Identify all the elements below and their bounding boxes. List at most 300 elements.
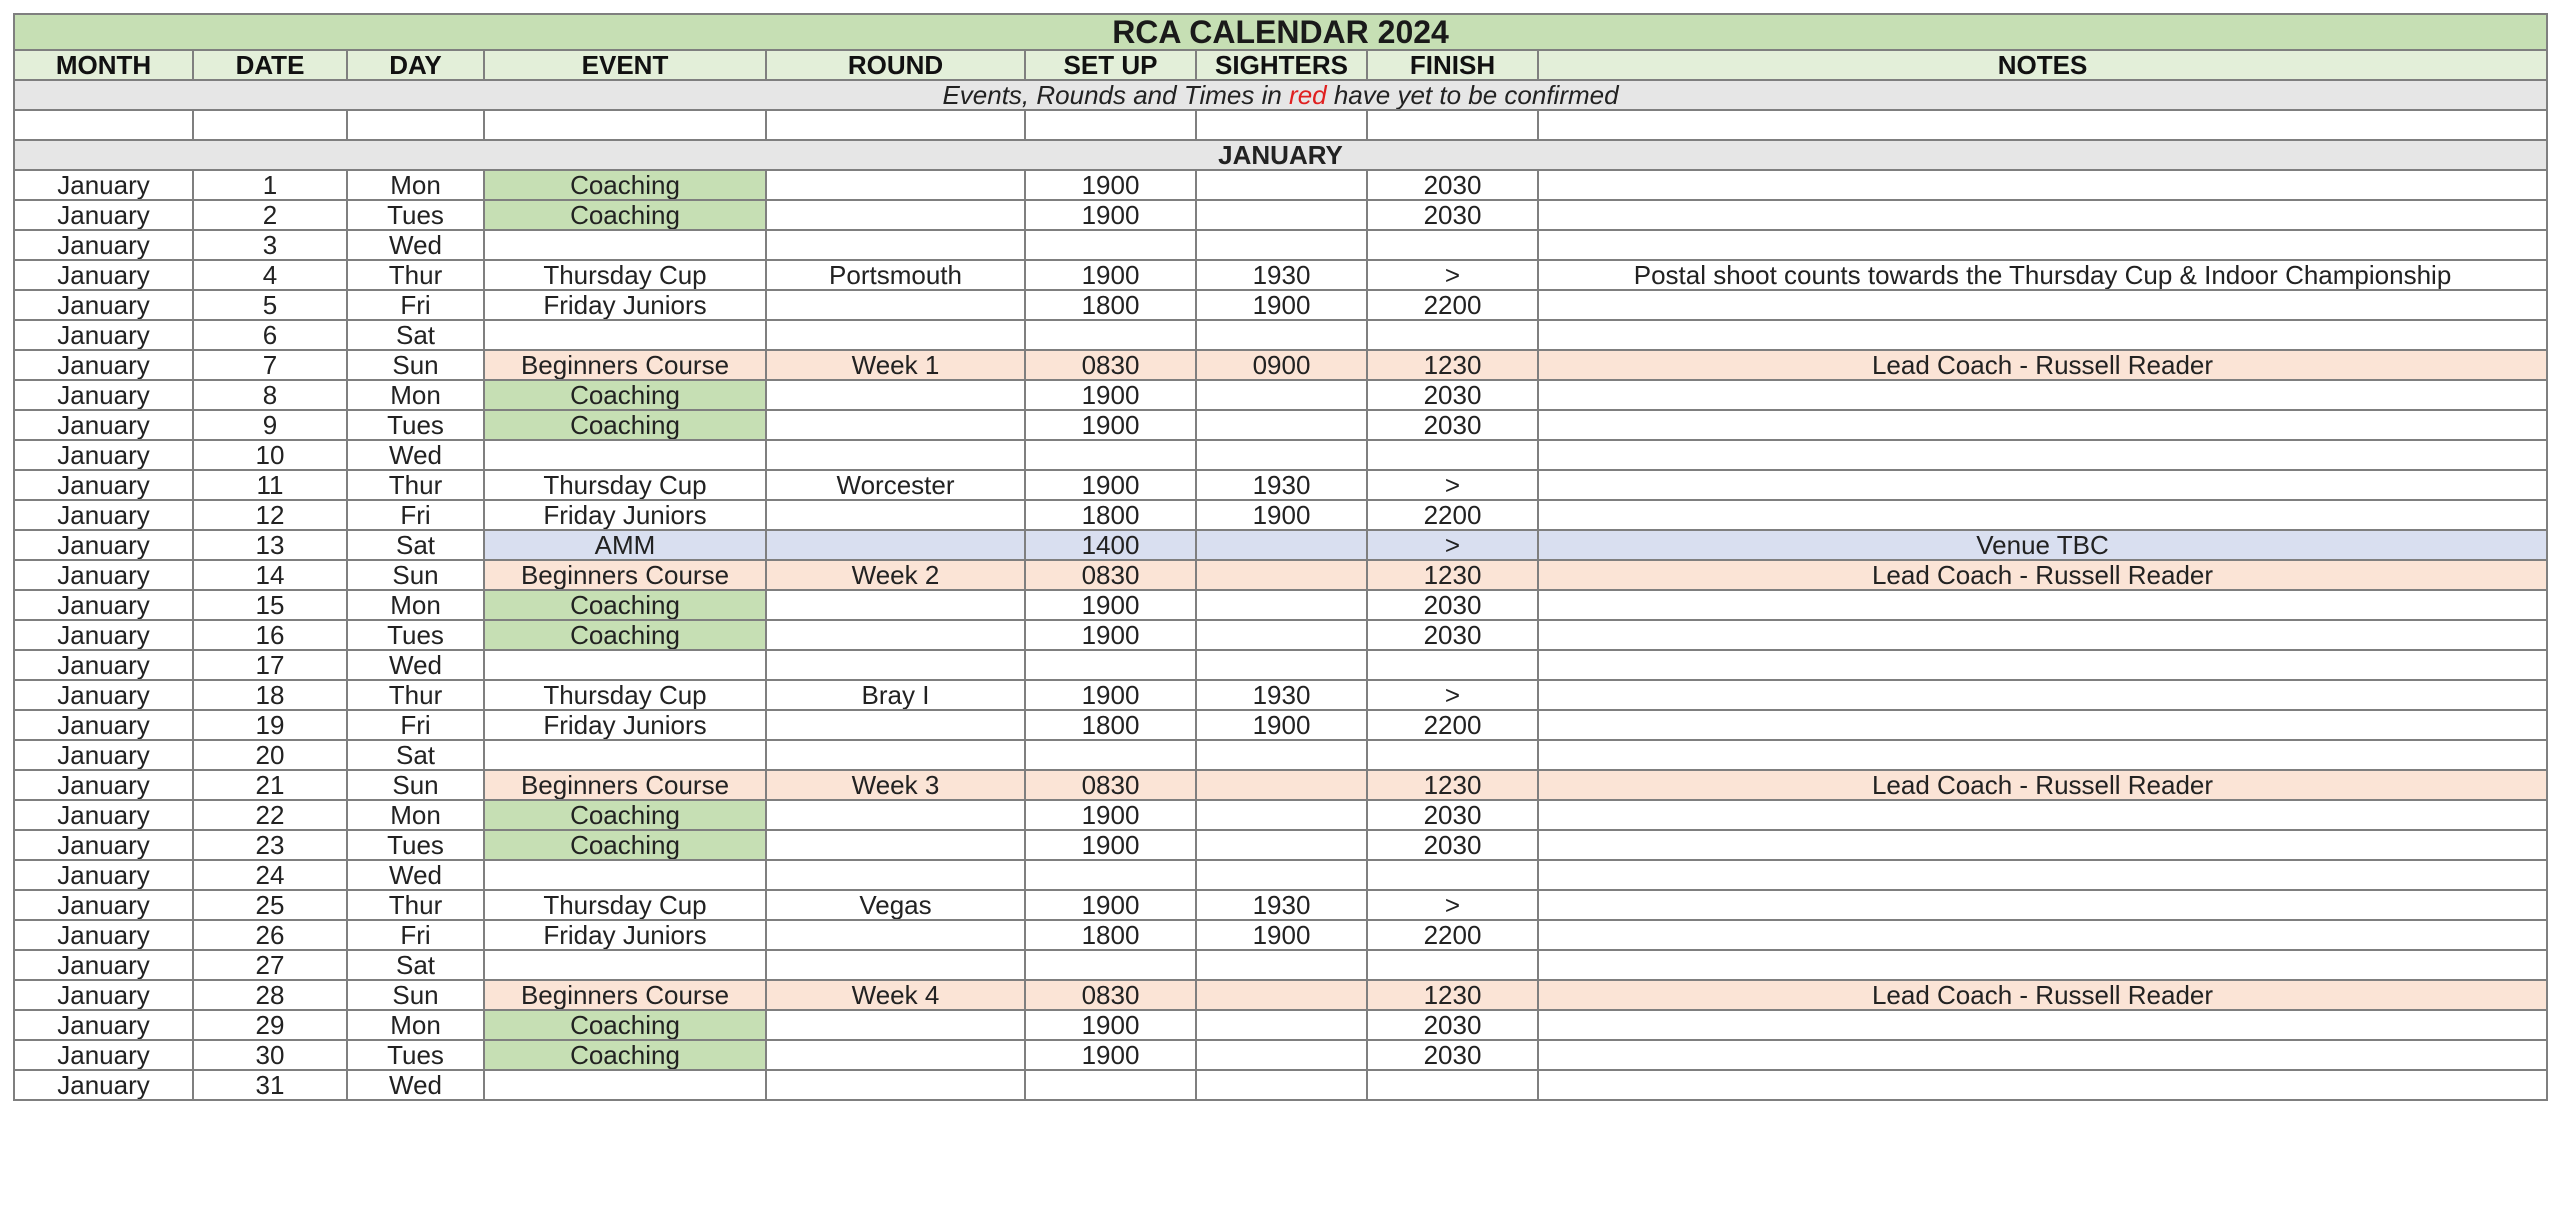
cell-finish[interactable]: 2030 [1367, 830, 1538, 860]
column-header-event[interactable]: EVENT [484, 50, 766, 80]
cell-event[interactable]: Coaching [484, 1010, 766, 1040]
cell-round[interactable]: Week 1 [766, 350, 1025, 380]
cell-month[interactable]: January [14, 290, 193, 320]
cell-date[interactable]: 1 [193, 170, 347, 200]
cell-date[interactable]: 21 [193, 770, 347, 800]
cell-sighters[interactable] [1196, 170, 1367, 200]
cell-sighters[interactable] [1196, 860, 1367, 890]
cell-finish[interactable]: 1230 [1367, 980, 1538, 1010]
cell-notes[interactable] [1538, 680, 2547, 710]
cell-setup[interactable]: 1800 [1025, 710, 1196, 740]
cell-day[interactable]: Thur [347, 470, 484, 500]
cell-blank[interactable] [1367, 110, 1538, 140]
cell-sighters[interactable] [1196, 740, 1367, 770]
cell-event[interactable]: Coaching [484, 800, 766, 830]
cell-month[interactable]: January [14, 380, 193, 410]
cell-setup[interactable]: 1900 [1025, 260, 1196, 290]
cell-blank[interactable] [1025, 110, 1196, 140]
cell-event[interactable]: Coaching [484, 200, 766, 230]
cell-finish[interactable]: 2200 [1367, 920, 1538, 950]
cell-date[interactable]: 10 [193, 440, 347, 470]
cell-event[interactable]: Beginners Course [484, 350, 766, 380]
cell-finish[interactable]: > [1367, 470, 1538, 500]
cell-event[interactable]: Thursday Cup [484, 890, 766, 920]
cell-day[interactable]: Sat [347, 320, 484, 350]
cell-date[interactable]: 25 [193, 890, 347, 920]
cell-day[interactable]: Sun [347, 560, 484, 590]
cell-sighters[interactable] [1196, 650, 1367, 680]
cell-day[interactable]: Thur [347, 260, 484, 290]
cell-sighters[interactable] [1196, 980, 1367, 1010]
cell-sighters[interactable]: 1930 [1196, 470, 1367, 500]
cell-sighters[interactable] [1196, 1070, 1367, 1100]
cell-blank[interactable] [347, 110, 484, 140]
cell-month[interactable]: January [14, 830, 193, 860]
cell-round[interactable] [766, 1040, 1025, 1070]
cell-finish[interactable] [1367, 950, 1538, 980]
cell-date[interactable]: 11 [193, 470, 347, 500]
column-header-setup[interactable]: SET UP [1025, 50, 1196, 80]
cell-finish[interactable]: 2200 [1367, 500, 1538, 530]
cell-notes[interactable] [1538, 920, 2547, 950]
cell-date[interactable]: 12 [193, 500, 347, 530]
cell-month[interactable]: January [14, 890, 193, 920]
cell-day[interactable]: Fri [347, 920, 484, 950]
cell-date[interactable]: 9 [193, 410, 347, 440]
cell-round[interactable] [766, 950, 1025, 980]
cell-finish[interactable] [1367, 440, 1538, 470]
cell-finish[interactable] [1367, 650, 1538, 680]
cell-event[interactable]: Coaching [484, 410, 766, 440]
cell-notes[interactable] [1538, 170, 2547, 200]
cell-finish[interactable]: 2030 [1367, 410, 1538, 440]
cell-notes[interactable] [1538, 710, 2547, 740]
cell-sighters[interactable] [1196, 800, 1367, 830]
cell-round[interactable] [766, 590, 1025, 620]
cell-date[interactable]: 13 [193, 530, 347, 560]
column-header-date[interactable]: DATE [193, 50, 347, 80]
cell-event[interactable] [484, 650, 766, 680]
cell-round[interactable] [766, 440, 1025, 470]
cell-day[interactable]: Mon [347, 1010, 484, 1040]
cell-notes[interactable] [1538, 1010, 2547, 1040]
cell-day[interactable]: Sun [347, 980, 484, 1010]
cell-day[interactable]: Mon [347, 800, 484, 830]
cell-day[interactable]: Wed [347, 440, 484, 470]
cell-event[interactable]: Coaching [484, 620, 766, 650]
cell-day[interactable]: Wed [347, 230, 484, 260]
cell-month[interactable]: January [14, 980, 193, 1010]
cell-finish[interactable] [1367, 230, 1538, 260]
cell-finish[interactable]: 2030 [1367, 170, 1538, 200]
column-header-day[interactable]: DAY [347, 50, 484, 80]
cell-setup[interactable]: 1900 [1025, 1010, 1196, 1040]
cell-month[interactable]: January [14, 410, 193, 440]
cell-month[interactable]: January [14, 350, 193, 380]
cell-finish[interactable] [1367, 740, 1538, 770]
cell-day[interactable]: Sat [347, 740, 484, 770]
cell-setup[interactable]: 1900 [1025, 590, 1196, 620]
cell-sighters[interactable]: 1900 [1196, 290, 1367, 320]
cell-day[interactable]: Sun [347, 350, 484, 380]
cell-round[interactable]: Week 4 [766, 980, 1025, 1010]
cell-event[interactable] [484, 320, 766, 350]
cell-date[interactable]: 26 [193, 920, 347, 950]
cell-event[interactable]: Beginners Course [484, 770, 766, 800]
cell-sighters[interactable] [1196, 440, 1367, 470]
cell-round[interactable] [766, 530, 1025, 560]
cell-day[interactable]: Mon [347, 590, 484, 620]
cell-date[interactable]: 29 [193, 1010, 347, 1040]
cell-notes[interactable] [1538, 830, 2547, 860]
cell-finish[interactable]: 2030 [1367, 380, 1538, 410]
cell-month[interactable]: January [14, 950, 193, 980]
cell-sighters[interactable] [1196, 590, 1367, 620]
cell-sighters[interactable] [1196, 230, 1367, 260]
cell-date[interactable]: 30 [193, 1040, 347, 1070]
cell-month[interactable]: January [14, 260, 193, 290]
cell-setup[interactable]: 1800 [1025, 290, 1196, 320]
cell-sighters[interactable] [1196, 620, 1367, 650]
cell-notes[interactable] [1538, 230, 2547, 260]
cell-setup[interactable] [1025, 320, 1196, 350]
cell-notes[interactable] [1538, 950, 2547, 980]
cell-month[interactable]: January [14, 530, 193, 560]
cell-notes[interactable] [1538, 410, 2547, 440]
cell-day[interactable]: Thur [347, 890, 484, 920]
cell-sighters[interactable] [1196, 950, 1367, 980]
cell-notes[interactable] [1538, 200, 2547, 230]
cell-round[interactable]: Worcester [766, 470, 1025, 500]
cell-round[interactable] [766, 380, 1025, 410]
cell-sighters[interactable] [1196, 530, 1367, 560]
cell-event[interactable]: Friday Juniors [484, 500, 766, 530]
cell-notes[interactable]: Lead Coach - Russell Reader [1538, 560, 2547, 590]
cell-setup[interactable]: 1900 [1025, 800, 1196, 830]
cell-day[interactable]: Mon [347, 380, 484, 410]
cell-setup[interactable] [1025, 740, 1196, 770]
cell-month[interactable]: January [14, 740, 193, 770]
cell-day[interactable]: Thur [347, 680, 484, 710]
cell-date[interactable]: 5 [193, 290, 347, 320]
cell-date[interactable]: 6 [193, 320, 347, 350]
cell-finish[interactable]: 2030 [1367, 800, 1538, 830]
cell-notes[interactable] [1538, 620, 2547, 650]
cell-day[interactable]: Tues [347, 410, 484, 440]
cell-month[interactable]: January [14, 470, 193, 500]
cell-sighters[interactable] [1196, 320, 1367, 350]
cell-month[interactable]: January [14, 800, 193, 830]
cell-finish[interactable]: 2030 [1367, 1040, 1538, 1070]
cell-notes[interactable]: Venue TBC [1538, 530, 2547, 560]
cell-notes[interactable] [1538, 440, 2547, 470]
cell-round[interactable] [766, 290, 1025, 320]
column-header-finish[interactable]: FINISH [1367, 50, 1538, 80]
cell-finish[interactable]: 2030 [1367, 590, 1538, 620]
cell-day[interactable]: Fri [347, 710, 484, 740]
cell-day[interactable]: Sat [347, 950, 484, 980]
cell-sighters[interactable] [1196, 830, 1367, 860]
cell-sighters[interactable]: 0900 [1196, 350, 1367, 380]
cell-setup[interactable]: 1900 [1025, 890, 1196, 920]
cell-month[interactable]: January [14, 200, 193, 230]
cell-finish[interactable]: > [1367, 680, 1538, 710]
cell-sighters[interactable] [1196, 200, 1367, 230]
cell-round[interactable] [766, 620, 1025, 650]
cell-setup[interactable]: 1900 [1025, 380, 1196, 410]
cell-day[interactable]: Wed [347, 860, 484, 890]
cell-round[interactable] [766, 170, 1025, 200]
confirmation-notice[interactable] [14, 80, 2547, 110]
cell-month[interactable]: January [14, 320, 193, 350]
cell-finish[interactable]: 2200 [1367, 290, 1538, 320]
cell-date[interactable]: 18 [193, 680, 347, 710]
cell-month[interactable]: January [14, 620, 193, 650]
cell-event[interactable]: Coaching [484, 830, 766, 860]
cell-month[interactable]: January [14, 500, 193, 530]
cell-finish[interactable]: > [1367, 890, 1538, 920]
cell-day[interactable]: Mon [347, 170, 484, 200]
cell-blank[interactable] [193, 110, 347, 140]
cell-notes[interactable] [1538, 380, 2547, 410]
cell-finish[interactable] [1367, 1070, 1538, 1100]
cell-date[interactable]: 20 [193, 740, 347, 770]
cell-finish[interactable]: > [1367, 530, 1538, 560]
cell-event[interactable]: Coaching [484, 170, 766, 200]
cell-month[interactable]: January [14, 920, 193, 950]
cell-notes[interactable]: Postal shoot counts towards the Thursday Cup & Indoor Championship [1538, 260, 2547, 290]
cell-notes[interactable] [1538, 740, 2547, 770]
column-header-round[interactable]: ROUND [766, 50, 1025, 80]
cell-event[interactable]: Coaching [484, 380, 766, 410]
cell-event[interactable] [484, 740, 766, 770]
cell-date[interactable]: 27 [193, 950, 347, 980]
cell-notes[interactable] [1538, 470, 2547, 500]
cell-round[interactable]: Week 3 [766, 770, 1025, 800]
cell-notes[interactable] [1538, 890, 2547, 920]
cell-finish[interactable]: > [1367, 260, 1538, 290]
cell-round[interactable] [766, 740, 1025, 770]
column-header-sighters[interactable]: SIGHTERS [1196, 50, 1367, 80]
cell-finish[interactable]: 1230 [1367, 770, 1538, 800]
cell-blank[interactable] [484, 110, 766, 140]
cell-event[interactable] [484, 1070, 766, 1100]
cell-day[interactable]: Wed [347, 1070, 484, 1100]
cell-sighters[interactable] [1196, 380, 1367, 410]
cell-sighters[interactable]: 1930 [1196, 890, 1367, 920]
cell-setup[interactable] [1025, 230, 1196, 260]
cell-day[interactable]: Sat [347, 530, 484, 560]
cell-setup[interactable]: 0830 [1025, 980, 1196, 1010]
cell-day[interactable]: Tues [347, 830, 484, 860]
cell-month[interactable]: January [14, 170, 193, 200]
cell-month[interactable]: January [14, 770, 193, 800]
cell-date[interactable]: 17 [193, 650, 347, 680]
column-header-month[interactable]: MONTH [14, 50, 193, 80]
cell-month[interactable]: January [14, 1070, 193, 1100]
cell-event[interactable]: Coaching [484, 1040, 766, 1070]
cell-setup[interactable] [1025, 440, 1196, 470]
cell-day[interactable]: Fri [347, 290, 484, 320]
cell-sighters[interactable]: 1900 [1196, 710, 1367, 740]
cell-month[interactable]: January [14, 440, 193, 470]
cell-month[interactable]: January [14, 650, 193, 680]
cell-blank[interactable] [1196, 110, 1367, 140]
cell-finish[interactable]: 1230 [1367, 560, 1538, 590]
cell-date[interactable]: 7 [193, 350, 347, 380]
cell-setup[interactable]: 1900 [1025, 470, 1196, 500]
cell-month[interactable]: January [14, 590, 193, 620]
cell-finish[interactable]: 2030 [1367, 1010, 1538, 1040]
cell-day[interactable]: Tues [347, 200, 484, 230]
cell-sighters[interactable] [1196, 770, 1367, 800]
cell-setup[interactable] [1025, 650, 1196, 680]
cell-date[interactable]: 15 [193, 590, 347, 620]
cell-round[interactable]: Bray I [766, 680, 1025, 710]
cell-event[interactable]: Friday Juniors [484, 290, 766, 320]
cell-finish[interactable]: 2030 [1367, 620, 1538, 650]
cell-round[interactable] [766, 800, 1025, 830]
cell-month[interactable]: January [14, 1010, 193, 1040]
cell-setup[interactable] [1025, 950, 1196, 980]
cell-setup[interactable]: 1800 [1025, 500, 1196, 530]
cell-date[interactable]: 3 [193, 230, 347, 260]
table-row [14, 440, 2547, 470]
cell-day[interactable]: Tues [347, 1040, 484, 1070]
cell-notes[interactable] [1538, 1070, 2547, 1100]
cell-event[interactable]: Beginners Course [484, 980, 766, 1010]
cell-event[interactable]: Coaching [484, 590, 766, 620]
cell-notes[interactable]: Lead Coach - Russell Reader [1538, 980, 2547, 1010]
cell-notes[interactable] [1538, 1040, 2547, 1070]
cell-round[interactable] [766, 410, 1025, 440]
cell-event[interactable] [484, 950, 766, 980]
cell-finish[interactable]: 2030 [1367, 200, 1538, 230]
cell-round[interactable]: Portsmouth [766, 260, 1025, 290]
cell-finish[interactable] [1367, 320, 1538, 350]
cell-round[interactable] [766, 200, 1025, 230]
cell-event[interactable]: Thursday Cup [484, 260, 766, 290]
cell-event[interactable] [484, 230, 766, 260]
cell-month[interactable]: January [14, 230, 193, 260]
cell-event[interactable]: AMM [484, 530, 766, 560]
cell-setup[interactable] [1025, 860, 1196, 890]
cell-setup[interactable]: 1800 [1025, 920, 1196, 950]
cell-blank[interactable] [1538, 110, 2547, 140]
cell-date[interactable]: 16 [193, 620, 347, 650]
cell-event[interactable]: Beginners Course [484, 560, 766, 590]
cell-sighters[interactable]: 1930 [1196, 680, 1367, 710]
cell-round[interactable] [766, 1070, 1025, 1100]
month-header[interactable]: JANUARY [14, 140, 2547, 170]
cell-event[interactable] [484, 440, 766, 470]
cell-round[interactable]: Vegas [766, 890, 1025, 920]
cell-round[interactable] [766, 230, 1025, 260]
cell-notes[interactable] [1538, 320, 2547, 350]
cell-setup[interactable]: 0830 [1025, 350, 1196, 380]
cell-setup[interactable]: 1900 [1025, 200, 1196, 230]
cell-sighters[interactable] [1196, 1010, 1367, 1040]
cell-sighters[interactable] [1196, 410, 1367, 440]
cell-setup[interactable]: 1900 [1025, 410, 1196, 440]
cell-round[interactable] [766, 650, 1025, 680]
cell-sighters[interactable] [1196, 1040, 1367, 1070]
cell-month[interactable]: January [14, 1040, 193, 1070]
cell-sighters[interactable]: 1930 [1196, 260, 1367, 290]
cell-round[interactable] [766, 830, 1025, 860]
cell-notes[interactable]: Lead Coach - Russell Reader [1538, 770, 2547, 800]
cell-setup[interactable]: 1400 [1025, 530, 1196, 560]
cell-finish[interactable]: 2200 [1367, 710, 1538, 740]
cell-round[interactable] [766, 500, 1025, 530]
cell-notes[interactable]: Lead Coach - Russell Reader [1538, 350, 2547, 380]
cell-round[interactable] [766, 320, 1025, 350]
cell-date[interactable]: 31 [193, 1070, 347, 1100]
cell-sighters[interactable]: 1900 [1196, 500, 1367, 530]
cell-day[interactable]: Wed [347, 650, 484, 680]
cell-setup[interactable]: 1900 [1025, 620, 1196, 650]
cell-date[interactable]: 8 [193, 380, 347, 410]
cell-setup[interactable] [1025, 1070, 1196, 1100]
cell-day[interactable]: Sun [347, 770, 484, 800]
cell-month[interactable]: January [14, 680, 193, 710]
cell-setup[interactable]: 1900 [1025, 1040, 1196, 1070]
cell-setup[interactable]: 1900 [1025, 170, 1196, 200]
cell-round[interactable] [766, 710, 1025, 740]
cell-setup[interactable]: 1900 [1025, 830, 1196, 860]
cell-setup[interactable]: 1900 [1025, 680, 1196, 710]
cell-round[interactable] [766, 1010, 1025, 1040]
cell-event[interactable]: Friday Juniors [484, 710, 766, 740]
cell-notes[interactable] [1538, 860, 2547, 890]
cell-sighters[interactable]: 1900 [1196, 920, 1367, 950]
cell-round[interactable] [766, 920, 1025, 950]
cell-date[interactable]: 22 [193, 800, 347, 830]
cell-date[interactable]: 28 [193, 980, 347, 1010]
cell-month[interactable]: January [14, 560, 193, 590]
cell-sighters[interactable] [1196, 560, 1367, 590]
cell-date[interactable]: 4 [193, 260, 347, 290]
cell-setup[interactable]: 0830 [1025, 560, 1196, 590]
cell-date[interactable]: 14 [193, 560, 347, 590]
cell-notes[interactable] [1538, 590, 2547, 620]
cell-event[interactable]: Friday Juniors [484, 920, 766, 950]
cell-day[interactable]: Tues [347, 620, 484, 650]
cell-notes[interactable] [1538, 800, 2547, 830]
cell-month[interactable]: January [14, 710, 193, 740]
cell-date[interactable]: 2 [193, 200, 347, 230]
cell-date[interactable]: 24 [193, 860, 347, 890]
cell-event[interactable]: Thursday Cup [484, 680, 766, 710]
cell-round[interactable] [766, 860, 1025, 890]
cell-date[interactable]: 19 [193, 710, 347, 740]
cell-setup[interactable]: 0830 [1025, 770, 1196, 800]
cell-day[interactable]: Fri [347, 500, 484, 530]
cell-finish[interactable] [1367, 860, 1538, 890]
cell-notes[interactable] [1538, 500, 2547, 530]
cell-blank[interactable] [14, 110, 193, 140]
cell-round[interactable]: Week 2 [766, 560, 1025, 590]
column-header-notes[interactable]: NOTES [1538, 50, 2547, 80]
cell-notes[interactable] [1538, 650, 2547, 680]
cell-notes[interactable] [1538, 290, 2547, 320]
cell-blank[interactable] [766, 110, 1025, 140]
cell-month[interactable]: January [14, 860, 193, 890]
cell-finish[interactable]: 1230 [1367, 350, 1538, 380]
cell-event[interactable]: Thursday Cup [484, 470, 766, 500]
cell-event[interactable] [484, 860, 766, 890]
cell-date[interactable]: 23 [193, 830, 347, 860]
